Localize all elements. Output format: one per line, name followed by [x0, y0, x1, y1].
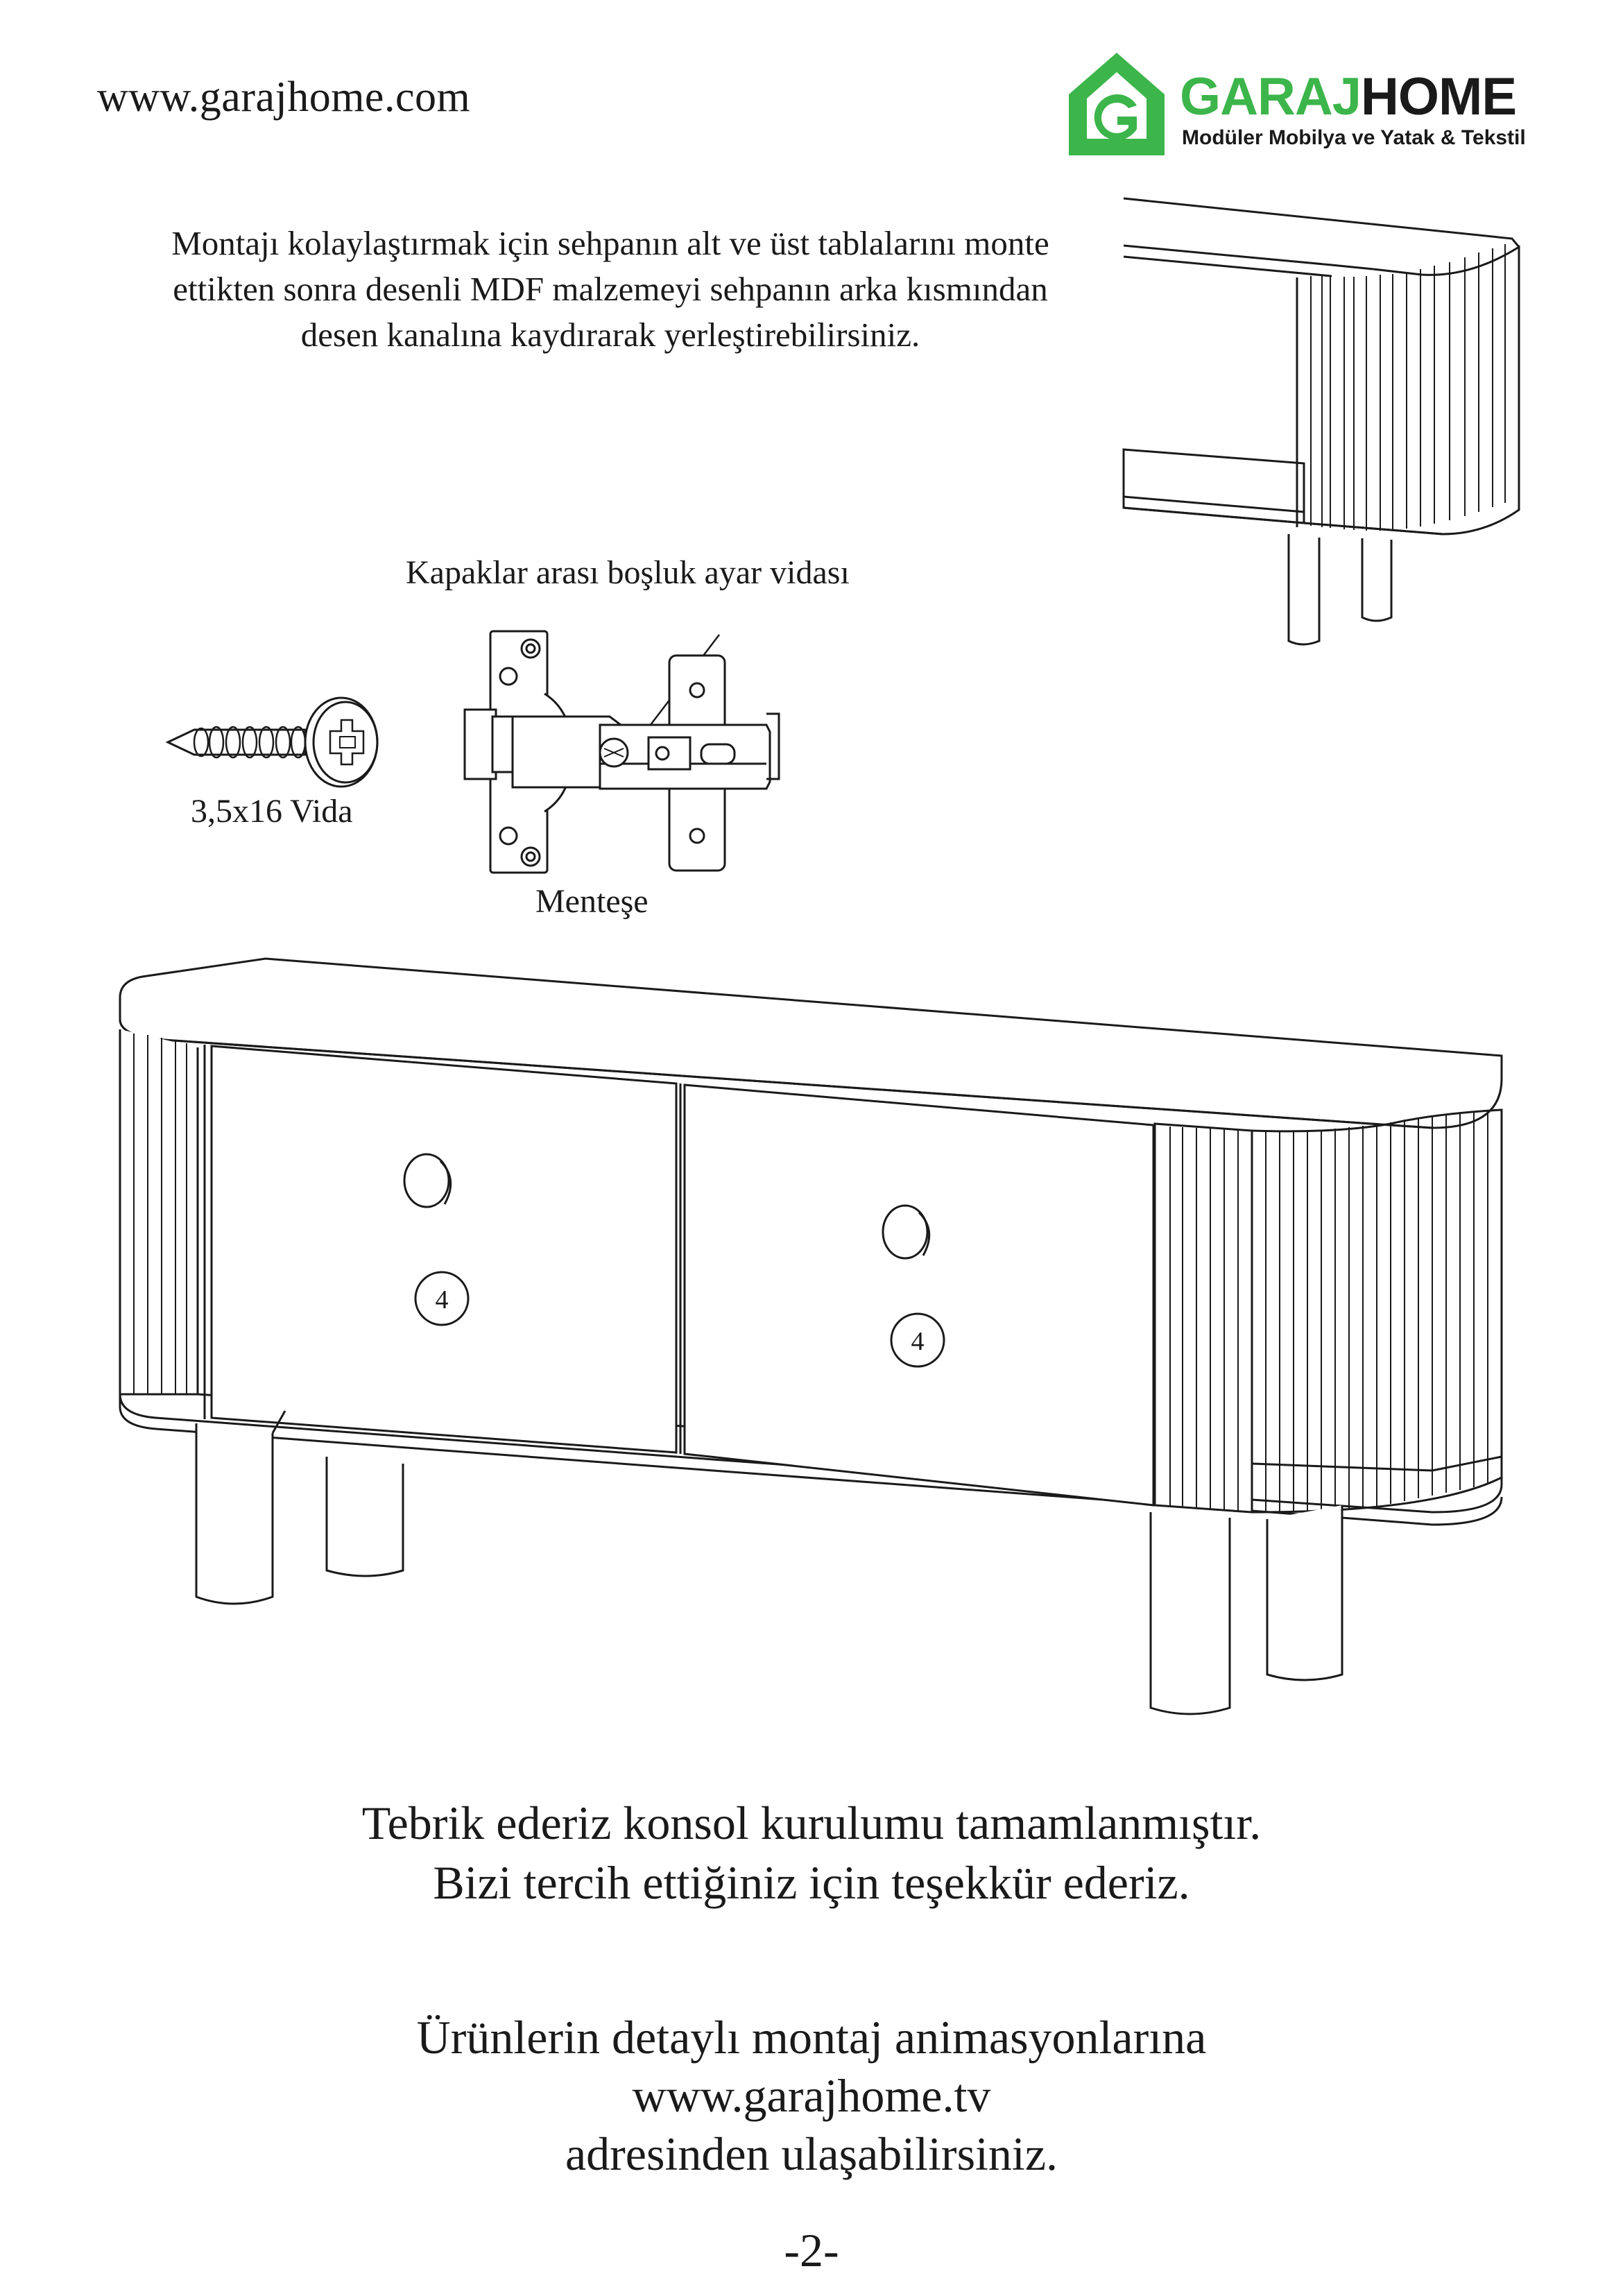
logo-tagline: Modüler Mobilya ve Yatak & Tekstil	[1182, 126, 1526, 149]
website-url: www.garajhome.com	[97, 74, 471, 121]
front-right-leg	[1151, 1512, 1230, 1714]
hinge-label: Menteşe	[535, 883, 649, 920]
intro-line: Montajı kolaylaştırmak için sehpanın alt ve üst tablalarını monte	[171, 224, 1049, 262]
intro-line: ettikten sonra desenli MDF malzemeyi sehpanın arka kısmından	[173, 270, 1048, 308]
animation-line: Ürünlerin detaylı montaj animasyonlarına	[416, 2011, 1207, 2064]
brand-logo	[1065, 49, 1526, 166]
back-left-leg	[327, 1457, 403, 1576]
back-right-leg	[1267, 1505, 1342, 1680]
right-door-callout-number: 4	[911, 1327, 925, 1356]
hinge-drawing	[461, 628, 794, 877]
logo-brand-garaj: GARAJ	[1180, 67, 1362, 126]
congrats-line: Bizi tercih ettiğiniz için teşekkür ederiz.	[433, 1856, 1190, 1909]
congrats-line: Tebrik ederiz konsol kurulumu tamamlanmıştır.	[361, 1797, 1262, 1849]
left-door-panel	[212, 1046, 676, 1453]
house-g-logo-icon	[1065, 49, 1169, 160]
left-door-callout-number: 4	[435, 1285, 449, 1314]
animation-url[interactable]: www.garajhome.tv	[632, 2069, 991, 2122]
logo-brand-home: HOME	[1361, 67, 1517, 126]
hinge-callout-label: Kapaklar arası boşluk ayar vidası	[406, 554, 850, 591]
console-assembly-drawing	[114, 957, 1509, 1748]
animation-line: adresinden ulaşabilirsiniz.	[565, 2127, 1058, 2180]
mdf-panel-detail-drawing	[1124, 187, 1568, 659]
front-left-leg	[196, 1423, 273, 1604]
screw-drawing	[166, 694, 388, 791]
intro-instruction	[111, 221, 1110, 358]
congrats-message	[208, 1793, 1415, 1912]
screw-label: 3,5x16 Vida	[191, 793, 353, 830]
page-number: -2-	[784, 2224, 839, 2277]
animation-info	[208, 2008, 1415, 2183]
intro-line: desen kanalına kaydırarak yerleştirebilirsiniz.	[300, 316, 920, 354]
right-door-panel	[685, 1085, 1153, 1505]
